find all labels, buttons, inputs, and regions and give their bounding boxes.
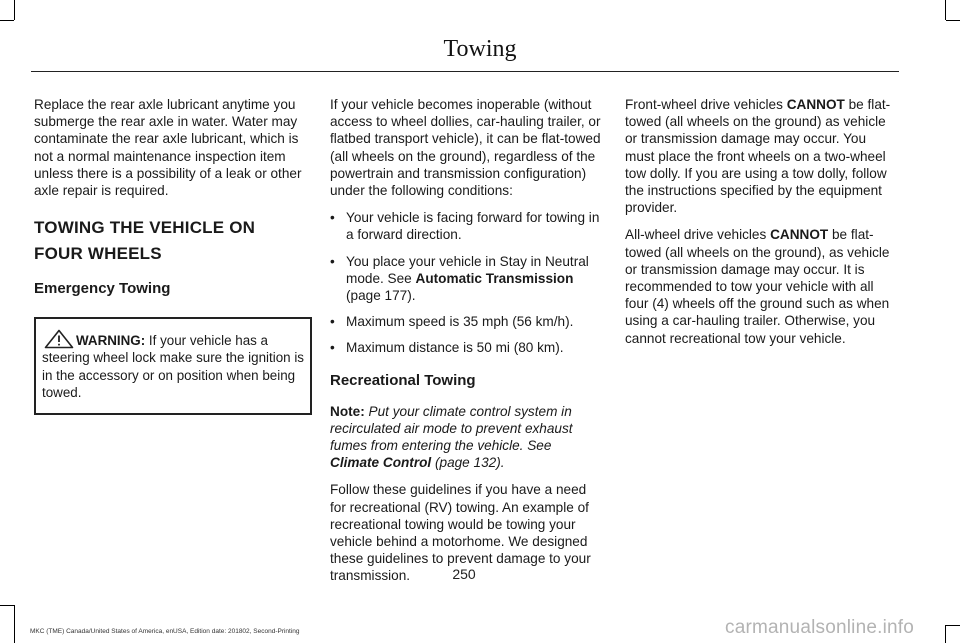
paragraph-text: be flat-towed (all wheels on the ground) as vehicle or transmission damage may occur. You must place the front wheels on a two-wheel tow dolly. If you are using a tow dolly, follow the instructions specified by the equipment provider. bbox=[625, 97, 891, 216]
crop-mark bbox=[945, 0, 946, 20]
automatic-transmission-link[interactable]: Automatic Transmission bbox=[415, 270, 574, 286]
paragraph-text: Front-wheel drive vehicles bbox=[625, 97, 787, 112]
crop-mark bbox=[945, 625, 946, 643]
bullet-icon: • bbox=[330, 314, 335, 330]
page-title: Towing bbox=[443, 36, 517, 62]
warning-text: If your vehicle has a steering wheel lock make sure the ignition is in the accessory or on position when being towed. bbox=[42, 333, 304, 400]
list-item bbox=[330, 253, 602, 305]
column-middle bbox=[330, 96, 602, 595]
crop-mark bbox=[14, 0, 15, 20]
section-heading: TOWING THE VEHICLE ON FOUR WHEELS bbox=[34, 218, 256, 264]
crop-mark bbox=[0, 20, 14, 21]
list-item bbox=[330, 313, 602, 330]
bullet-icon: • bbox=[330, 253, 335, 269]
list-item bbox=[330, 339, 602, 356]
crop-mark bbox=[0, 605, 14, 606]
warning-label: WARNING: bbox=[76, 333, 146, 349]
paragraph-text: be flat-towed (all wheels on the ground), as vehicle or transmission damage may occur. It is recommended to tow your vehicle with all four (4) wheels off the ground such as when using a car-hauling trailer. Otherwise, you cannot recreational tow your vehicle. bbox=[625, 227, 890, 346]
page-reference: (page 177). bbox=[346, 288, 416, 304]
page-number: 250 bbox=[452, 566, 476, 582]
column-left bbox=[34, 96, 306, 415]
all-wheel-drive-paragraph bbox=[625, 226, 897, 346]
paragraph-text: All-wheel drive vehicles bbox=[625, 227, 771, 243]
note-text: Put your climate control system in recirculated air mode to prevent exhaust fumes from entering the vehicle. See bbox=[330, 403, 573, 454]
list-item bbox=[330, 209, 602, 243]
note-paragraph bbox=[330, 403, 602, 472]
footer-edition-text: MKC (TME) Canada/United States of America, enUSA, Edition date: 201802, Second-Printing bbox=[30, 628, 300, 635]
list-item-text: Maximum speed is 35 mph (56 km/h). bbox=[346, 314, 574, 330]
recreational-guidelines-paragraph: Follow these guidelines if you have a need for recreational (RV) towing. An example of recreational towing would be towing your vehicle behind a motorhome. We designed these guidelines to prevent damage to your transmission. bbox=[330, 482, 591, 584]
list-item-text: Your vehicle is facing forward for towing in a forward direction. bbox=[346, 210, 600, 243]
crop-mark bbox=[946, 625, 960, 626]
sub-heading-emergency-towing: Emergency Towing bbox=[34, 280, 171, 298]
emphasis-cannot: CANNOT bbox=[770, 227, 829, 243]
front-wheel-drive-paragraph bbox=[625, 96, 897, 216]
list-item-text: Maximum distance is 50 mi (80 km). bbox=[346, 340, 564, 356]
note-label: Note: bbox=[330, 403, 365, 419]
sub-heading-recreational-towing: Recreational Towing bbox=[330, 371, 476, 389]
list-item-text: You place your vehicle in Stay in Neutral mode. See bbox=[346, 253, 589, 286]
bullet-icon: • bbox=[330, 340, 335, 356]
warning-triangle-icon bbox=[44, 329, 74, 349]
conditions-list bbox=[330, 209, 602, 356]
flat-tow-conditions-paragraph: If your vehicle becomes inoperable (without access to wheel dollies, car-hauling trailer, or flatbed transport vehicle), it can be flat-towed (all wheels on the ground), regardless of the powertrain and transmission configuration) under the following conditions: bbox=[330, 97, 601, 199]
crop-mark bbox=[946, 20, 960, 21]
intro-paragraph: Replace the rear axle lubricant anytime you submerge the rear axle in water. Water may contaminate the rear axle lubricant, which is not a normal maintenance inspection item unless there is a possibility of a leak or other axle repair is required. bbox=[34, 97, 302, 199]
watermark: carmanualsonline.info bbox=[725, 617, 915, 638]
climate-control-link[interactable]: Climate Control bbox=[330, 455, 432, 471]
emphasis-cannot: CANNOT bbox=[786, 97, 845, 112]
crop-mark bbox=[14, 605, 15, 643]
column-right bbox=[625, 96, 897, 357]
page-reference: (page 132). bbox=[431, 455, 505, 471]
header-divider bbox=[31, 71, 899, 72]
warning-box bbox=[34, 317, 312, 415]
bullet-icon: • bbox=[330, 210, 335, 226]
